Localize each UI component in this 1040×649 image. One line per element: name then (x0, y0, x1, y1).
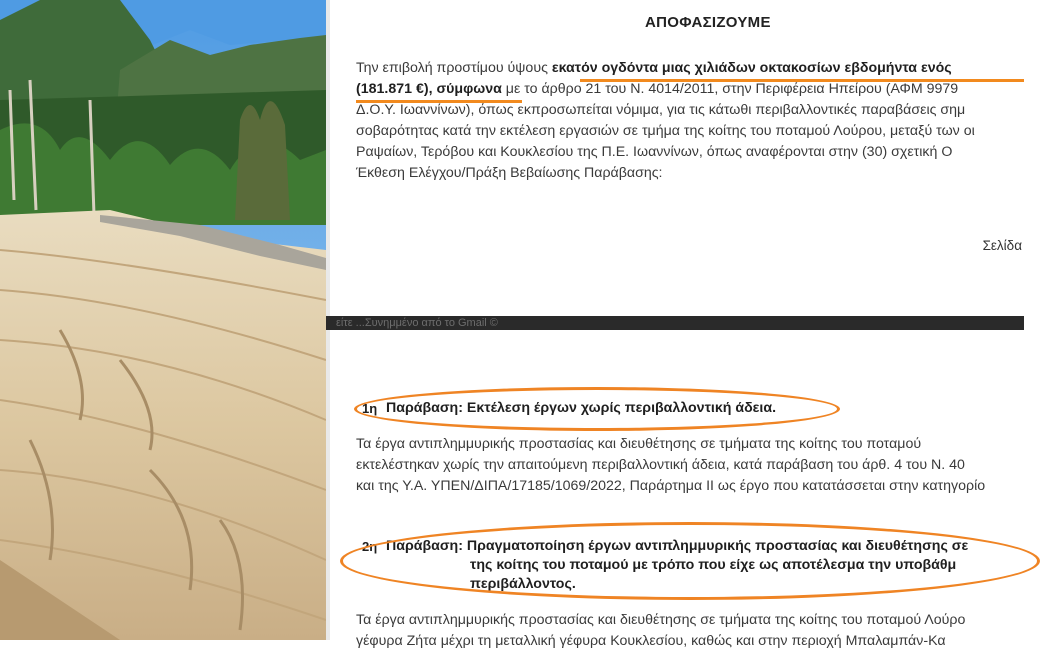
decision-line-6: Έκθεση Ελέγχου/Πράξη Βεβαίωσης Παράβασης: (356, 165, 663, 181)
riverbed-photo-image (0, 0, 326, 640)
riverbed-photo (0, 0, 326, 640)
decision-document-top (330, 0, 1024, 316)
decision-line-5: Ραψαίων, Τερόβου και Κουκλεσίου της Π.Ε. Ιωαννίνων, όπως αναφέρονται στην (30) σχετική Ο (356, 144, 953, 160)
decision-line-1 (356, 60, 952, 76)
page-label: Σελίδα (982, 238, 1022, 253)
gmail-attachment-bar: είτε ...Συνημμένο από το Gmail © (326, 316, 1024, 330)
document-heading: ΑΠΟΦΑΣΙΖΟΥΜΕ (645, 14, 771, 31)
violation-2-title-line-2: της κοίτης του ποταμού με τρόπο που είχε ως αποτέλεσμα την υποβάθμ (470, 557, 957, 573)
violation-1-line-2: εκτελέστηκαν χωρίς την απαιτούμενη περιβαλλοντική άδεια, κατά παράβαση του άρθ. 4 του Ν. 40 (356, 457, 965, 473)
fine-amount-words: εκατόν ογδόντα μιας χιλιάδων οκτακοσίων εβδομήντα ενός (551, 60, 952, 76)
violation-1-line-1: Τα έργα αντιπλημμυρικής προστασίας και διευθέτησης σε τμήματα της κοίτης του ποταμού (356, 436, 922, 452)
violation-2-number: 2η (362, 539, 378, 554)
decision-line-3: Δ.Ο.Υ. Ιωαννίνων), όπως εκπροσωπείται νόμιμα, για τις κάτωθι περιβαλλοντικές παραβάσεις σημ (356, 102, 966, 118)
violation-2-title-line-1: Παράβαση: Πραγματοποίηση έργων αντιπλημμυρικής προστασίας και διευθέτησης σε (386, 538, 969, 554)
violation-1-line-3: και της Υ.Α. ΥΠΕΝ/ΔΙΠΑ/17185/1069/2022, Παράρτημα ΙΙ ως έργο που κατατάσσεται στην κατηγορίο (356, 478, 986, 494)
violation-2-title-line-3: περιβάλλοντος. (470, 576, 576, 592)
highlight-oval (354, 387, 840, 431)
violation-1-number: 1η (362, 401, 378, 416)
decision-line-4: σοβαρότητας κατά την εκτέλεση εργασιών σε τμήμα της κοίτης του ποταμού Λούρου, μεταξύ των οι (356, 123, 975, 139)
line-text: Την επιβολή προστίμου ύψους (356, 60, 552, 76)
decision-document-bottom (330, 330, 1024, 649)
violation-1-title: Παράβαση: Εκτέλεση έργων χωρίς περιβαλλοντική άδεια. (386, 400, 777, 416)
highlight-oval (340, 522, 1040, 600)
fine-amount-figure: (181.871 €), σύμφωνα (356, 81, 502, 97)
line-text: με το άρθρο 21 του Ν. 4014/2011, στην Περιφέρεια Ηπείρου (ΑΦΜ 9979 (501, 81, 959, 97)
violation-2-line-1: Τα έργα αντιπλημμυρικής προστασίας και διευθέτησης σε τμήματα της κοίτης του ποταμού Λούρο (356, 612, 966, 628)
decision-line-2 (356, 81, 958, 97)
violation-2-line-2: γέφυρα Ζήτα μέχρι τη μεταλλική γέφυρα Κουκλεσίου, καθώς και στην περιοχή Μπαλαμπάν-Κα (356, 633, 946, 649)
